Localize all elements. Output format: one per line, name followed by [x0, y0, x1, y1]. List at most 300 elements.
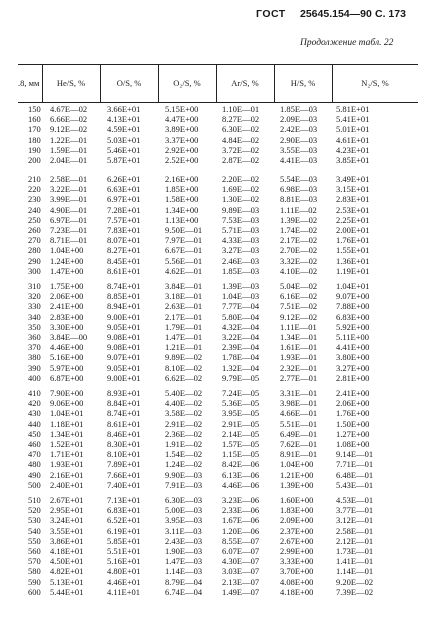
value-cell: 9.08E+01 — [107, 331, 141, 342]
value-cell: 2.53E+01 — [336, 204, 370, 215]
altitude-cell: 410 — [28, 388, 41, 398]
value-cell: 3.32E—02 — [280, 255, 318, 266]
value-cell: 2.12E—01 — [336, 535, 374, 546]
table-row — [0, 332, 422, 342]
value-cell: 3.84E—01 — [165, 281, 203, 291]
altitude-cell: 450 — [28, 428, 41, 439]
altitude-cell: 150 — [28, 104, 41, 114]
value-cell: 2.00E+01 — [336, 224, 370, 235]
value-cell: 4.59E+01 — [107, 124, 141, 135]
value-cell: 6.30E—02 — [222, 124, 260, 135]
value-cell: 7.88E+00 — [336, 301, 370, 312]
value-cell: 1.52E+01 — [50, 438, 84, 449]
value-cell: 1.22E—01 — [50, 134, 88, 145]
value-cell: 7.28E+01 — [107, 204, 141, 215]
value-cell: 4.33E—03 — [222, 235, 260, 246]
altitude-cell: 210 — [28, 174, 41, 184]
value-cell: 8.10E—02 — [165, 362, 203, 373]
value-cell: 1.36E+01 — [336, 255, 370, 266]
column-header-o2: O₂/S, % — [173, 78, 201, 88]
value-cell: 8.61E+01 — [107, 265, 141, 276]
altitude-cell: 400 — [28, 372, 41, 383]
value-cell: 7.51E—02 — [280, 301, 318, 312]
value-cell: 4.82E+01 — [50, 566, 84, 577]
value-cell: 4.61E+01 — [336, 134, 370, 145]
value-cell: 3.22E—01 — [50, 184, 88, 195]
value-cell: 1.08E+00 — [336, 438, 370, 449]
value-cell: 1.61E—01 — [280, 342, 318, 353]
value-cell: 4.53E—01 — [336, 495, 374, 505]
value-cell: 2.90E—03 — [280, 134, 318, 145]
value-cell: 2.95E+01 — [50, 505, 84, 516]
value-cell: 2.09E+00 — [280, 515, 314, 526]
value-cell: 6.07E—07 — [222, 545, 260, 556]
value-cell: 2.58E—01 — [50, 174, 88, 184]
value-cell: 1.83E+00 — [280, 505, 314, 516]
altitude-cell: 310 — [28, 281, 41, 291]
value-cell: 3.49E+01 — [336, 174, 370, 184]
value-cell: 2.20E—02 — [222, 174, 260, 184]
value-cell: 5.44E+01 — [50, 586, 84, 597]
value-cell: 3.18E—01 — [165, 291, 203, 302]
value-cell: 9.89E—02 — [165, 352, 203, 363]
value-cell: 6.62E—02 — [165, 372, 203, 383]
value-cell: 5.51E—01 — [280, 418, 318, 429]
altitude-cell: 530 — [28, 515, 41, 526]
table-row — [0, 536, 422, 546]
value-cell: 8.55E—07 — [222, 535, 260, 546]
value-cell: 3.66E+01 — [107, 104, 141, 114]
altitude-cell: 200 — [28, 154, 41, 165]
value-cell: 1.79E—01 — [165, 321, 203, 332]
altitude-cell: 270 — [28, 235, 41, 246]
value-cell: 9.50E—01 — [165, 224, 203, 235]
table-row — [0, 352, 422, 362]
table-row — [0, 155, 422, 165]
value-cell: 6.98E—03 — [280, 184, 318, 195]
value-cell: 7.77E—04 — [222, 301, 260, 312]
altitude-cell: 340 — [28, 311, 41, 322]
value-cell: 2.25E+01 — [336, 214, 370, 225]
value-cell: 2.39E—04 — [222, 342, 260, 353]
value-cell: 7.39E—02 — [336, 586, 374, 597]
table-row — [0, 245, 422, 255]
value-cell: 1.50E+00 — [336, 418, 370, 429]
altitude-cell: 590 — [28, 576, 41, 587]
value-cell: 5.16E+01 — [107, 556, 141, 567]
value-cell: 5.51E+01 — [107, 545, 141, 556]
value-cell: 9.06E+00 — [50, 398, 84, 409]
value-cell: 1.39E+00 — [280, 479, 314, 490]
value-cell: 5.56E—01 — [165, 255, 203, 266]
value-cell: 6.83E+01 — [107, 505, 141, 516]
value-cell: 5.03E+01 — [107, 134, 141, 145]
value-cell: 4.11E+01 — [107, 586, 141, 597]
value-cell: 8.10E+01 — [107, 449, 141, 460]
value-cell: 6.83E+00 — [336, 311, 370, 322]
value-cell: 3.85E+01 — [336, 154, 370, 165]
table-row — [0, 184, 422, 194]
row-group — [0, 388, 422, 490]
value-cell: 4.30E—07 — [222, 556, 260, 567]
value-cell: 5.87E+01 — [107, 154, 141, 165]
value-cell: 2.92E+00 — [165, 144, 199, 155]
altitude-cell: 160 — [28, 114, 41, 125]
value-cell: 4.46E—06 — [222, 479, 260, 490]
value-cell: 5.15E+00 — [165, 104, 199, 114]
altitude-cell: 190 — [28, 144, 41, 155]
value-cell: 5.13E+01 — [50, 576, 84, 587]
value-cell: 3.98E—01 — [280, 398, 318, 409]
table-row — [0, 515, 422, 525]
value-cell: 3.99E—01 — [50, 194, 88, 205]
value-cell: 3.72E—02 — [222, 144, 260, 155]
altitude-cell: 440 — [28, 418, 41, 429]
table-row — [0, 301, 422, 311]
value-cell: 1.41E—01 — [336, 556, 374, 567]
value-cell: 7.13E+01 — [107, 495, 141, 505]
value-cell: 3.30E+00 — [50, 321, 84, 332]
row-group — [0, 174, 422, 276]
value-cell: 1.76E+00 — [336, 408, 370, 419]
value-cell: 5.40E—02 — [165, 388, 203, 398]
value-cell: 5.97E+00 — [50, 362, 84, 373]
value-cell: 1.11E—01 — [280, 321, 317, 332]
value-cell: 9.12E—02 — [280, 311, 318, 322]
altitude-cell: 180 — [28, 134, 41, 145]
value-cell: 2.09E—03 — [280, 114, 318, 125]
altitude-cell: 430 — [28, 408, 41, 419]
value-cell: 4.32E—04 — [222, 321, 260, 332]
value-cell: 3.27E+00 — [336, 362, 370, 373]
value-cell: 2.06E+00 — [50, 291, 84, 302]
value-cell: 9.79E—05 — [222, 372, 260, 383]
value-cell: 2.83E+01 — [336, 194, 370, 205]
value-cell: 1.47E—01 — [165, 331, 203, 342]
altitude-cell: 330 — [28, 301, 41, 312]
column-header-o: O/S, % — [116, 78, 142, 88]
column-header-n2: N₂/S, % — [361, 78, 389, 88]
value-cell: 1.04E+01 — [50, 408, 84, 419]
altitude-cell: 470 — [28, 449, 41, 460]
altitude-cell: 230 — [28, 194, 41, 205]
table-row — [0, 256, 422, 266]
value-cell: 2.42E—03 — [280, 124, 318, 135]
table-row — [0, 266, 422, 276]
value-cell: 1.73E—01 — [336, 545, 374, 556]
value-cell: 2.13E—07 — [222, 576, 260, 587]
row-group — [0, 495, 422, 597]
value-cell: 4.08E+00 — [280, 576, 314, 587]
value-cell: 2.32E—01 — [280, 362, 318, 373]
table-row — [0, 429, 422, 439]
value-cell: 8.46E+01 — [107, 428, 141, 439]
gost-label: ГОСТ — [256, 8, 286, 20]
value-cell: 1.34E+01 — [50, 428, 84, 439]
value-cell: 2.91E—05 — [222, 418, 260, 429]
value-cell: 5.85E+01 — [107, 535, 141, 546]
table-row — [0, 312, 422, 322]
value-cell: 1.55E+01 — [336, 245, 370, 256]
table-row — [0, 205, 422, 215]
value-cell: 2.99E+00 — [280, 545, 314, 556]
altitude-cell: 290 — [28, 255, 41, 266]
value-cell: 3.31E—01 — [280, 388, 318, 398]
altitude-cell: 170 — [28, 124, 41, 135]
value-cell: 5.54E—03 — [280, 174, 318, 184]
value-cell: 1.93E+01 — [50, 459, 84, 470]
value-cell: 1.39E—03 — [222, 281, 260, 291]
altitude-cell: 510 — [28, 495, 41, 505]
altitude-cell: 480 — [28, 459, 41, 470]
value-cell: 1.24E—02 — [165, 459, 203, 470]
value-cell: 8.42E—06 — [222, 459, 260, 470]
altitude-cell: 420 — [28, 398, 41, 409]
value-cell: 1.47E+00 — [50, 265, 84, 276]
value-cell: 5.92E+00 — [336, 321, 370, 332]
value-cell: 1.47E—03 — [165, 556, 203, 567]
value-cell: 7.23E—01 — [50, 224, 88, 235]
value-cell: 6.52E+01 — [107, 515, 141, 526]
value-cell: 4.90E—01 — [50, 204, 88, 215]
altitude-cell: 370 — [28, 342, 41, 353]
value-cell: 1.60E+00 — [280, 495, 314, 505]
value-cell: 6.63E+01 — [107, 184, 141, 195]
value-cell: 4.40E—02 — [165, 398, 203, 409]
table-row — [0, 291, 422, 301]
table-row — [0, 495, 422, 505]
value-cell: 2.43E—03 — [165, 535, 203, 546]
value-cell: 1.19E+01 — [336, 265, 370, 276]
value-cell: 3.58E—02 — [165, 408, 203, 419]
value-cell: 3.33E+00 — [280, 556, 314, 567]
value-cell: 5.04E—02 — [280, 281, 318, 291]
table-row — [0, 373, 422, 383]
value-cell: 6.97E—01 — [50, 214, 88, 225]
table-header-rule — [18, 102, 418, 103]
value-cell: 7.89E+01 — [107, 459, 141, 470]
value-cell: 7.71E—01 — [336, 459, 374, 470]
value-cell: 1.85E—03 — [222, 265, 260, 276]
table-row — [0, 546, 422, 556]
value-cell: 1.71E+01 — [50, 449, 84, 460]
value-cell: 1.75E+00 — [50, 281, 84, 291]
value-cell: 6.19E+01 — [107, 525, 141, 536]
altitude-cell: 560 — [28, 545, 41, 556]
value-cell: 6.48E—01 — [336, 469, 374, 480]
value-cell: 8.94E+01 — [107, 301, 141, 312]
page-number: С. 173 — [375, 8, 406, 20]
value-cell: 5.80E—04 — [222, 311, 260, 322]
value-cell: 2.41E+00 — [50, 301, 84, 312]
table-row — [0, 388, 422, 398]
value-cell: 1.57E—05 — [222, 438, 260, 449]
value-cell: 5.16E+00 — [50, 352, 84, 363]
table-row — [0, 145, 422, 155]
value-cell: 1.21E+00 — [280, 469, 314, 480]
altitude-cell: 500 — [28, 479, 41, 490]
table-row — [0, 526, 422, 536]
value-cell: 4.80E+01 — [107, 566, 141, 577]
value-cell: 1.34E—01 — [280, 331, 318, 342]
value-cell: 1.15E—05 — [222, 449, 260, 460]
table-row — [0, 408, 422, 418]
value-cell: 6.49E—01 — [280, 428, 318, 439]
value-cell: 3.77E—01 — [336, 505, 374, 516]
value-cell: 7.24E—05 — [222, 388, 260, 398]
value-cell: 8.45E+01 — [107, 255, 141, 266]
value-cell: 3.24E+01 — [50, 515, 84, 526]
altitude-cell: 240 — [28, 204, 41, 215]
table-body — [0, 104, 422, 634]
value-cell: 1.27E+00 — [336, 428, 370, 439]
value-cell: 3.22E—04 — [222, 331, 260, 342]
value-cell: 2.33E—06 — [222, 505, 260, 516]
value-cell: 4.47E+00 — [165, 114, 199, 125]
value-cell: 6.26E+01 — [107, 174, 141, 184]
value-cell: 8.91E—01 — [280, 449, 318, 460]
value-cell: 6.74E—04 — [165, 586, 203, 597]
altitude-cell: 520 — [28, 505, 41, 516]
value-cell: 1.54E—02 — [165, 449, 203, 460]
value-cell: 2.37E+00 — [280, 525, 314, 536]
value-cell: 8.85E+01 — [107, 291, 141, 302]
table-row — [0, 556, 422, 566]
value-cell: 1.67E—06 — [222, 515, 260, 526]
value-cell: 8.74E+01 — [107, 281, 141, 291]
value-cell: 7.83E+01 — [107, 224, 141, 235]
value-cell: 9.90E—03 — [165, 469, 203, 480]
value-cell: 9.12E—02 — [50, 124, 88, 135]
value-cell: 3.70E+00 — [280, 566, 314, 577]
altitude-cell: 280 — [28, 245, 41, 256]
value-cell: 2.58E—01 — [336, 525, 374, 536]
value-cell: 2.70E—02 — [280, 245, 318, 256]
value-cell: 3.95E—03 — [165, 515, 203, 526]
altitude-cell: 490 — [28, 469, 41, 480]
table-row — [0, 480, 422, 490]
table-row — [0, 566, 422, 576]
table-header — [0, 64, 422, 104]
value-cell: 8.81E—03 — [280, 194, 318, 205]
value-cell: 1.18E+01 — [50, 418, 84, 429]
value-cell: 9.07E+01 — [107, 352, 141, 363]
table-row — [0, 505, 422, 515]
value-cell: 1.93E—01 — [280, 352, 318, 363]
value-cell: 1.59E—01 — [50, 144, 88, 155]
table-top-rule — [18, 64, 418, 65]
value-cell: 1.21E—01 — [165, 342, 203, 353]
value-cell: 4.41E—03 — [280, 154, 318, 165]
value-cell: 8.93E+01 — [107, 388, 141, 398]
value-cell: 1.04E+01 — [336, 281, 370, 291]
value-cell: 2.17E—01 — [165, 311, 203, 322]
value-cell: 6.97E+01 — [107, 194, 141, 205]
value-cell: 2.63E—01 — [165, 301, 203, 312]
value-cell: 5.00E—03 — [165, 505, 203, 516]
value-cell: 1.49E—07 — [222, 586, 260, 597]
table-row — [0, 439, 422, 449]
value-cell: 7.66E+01 — [107, 469, 141, 480]
value-cell: 4.18E+01 — [50, 545, 84, 556]
value-cell: 8.71E—01 — [50, 235, 88, 246]
value-cell: 8.74E+01 — [107, 408, 141, 419]
value-cell: 3.03E—07 — [222, 566, 260, 577]
value-cell: 8.07E+01 — [107, 235, 141, 246]
value-cell: 2.16E+01 — [50, 469, 84, 480]
value-cell: 1.69E—02 — [222, 184, 260, 195]
value-cell: 4.46E+01 — [107, 576, 141, 587]
value-cell: 1.04E+00 — [280, 459, 314, 470]
value-cell: 3.23E—06 — [222, 495, 260, 505]
table-row — [0, 342, 422, 352]
value-cell: 1.20E—06 — [222, 525, 260, 536]
altitude-cell: 540 — [28, 525, 41, 536]
value-cell: 7.40E+01 — [107, 479, 141, 490]
value-cell: 1.85E+00 — [165, 184, 199, 195]
value-cell: 3.12E—01 — [336, 515, 374, 526]
value-cell: 3.55E—03 — [280, 144, 318, 155]
value-cell: 8.27E+01 — [107, 245, 141, 256]
value-cell: 1.90E—03 — [165, 545, 203, 556]
column-header-h: H/S, % — [290, 78, 316, 88]
value-cell: 9.05E+01 — [107, 321, 141, 332]
page-header — [0, 8, 422, 22]
value-cell: 8.61E+01 — [107, 418, 141, 429]
value-cell: 4.84E—02 — [222, 134, 260, 145]
value-cell: 5.46E+01 — [107, 144, 141, 155]
value-cell: 1.04E—03 — [222, 291, 260, 302]
value-cell: 4.62E—01 — [165, 265, 203, 276]
value-cell: 4.41E+00 — [336, 342, 370, 353]
value-cell: 1.30E—02 — [222, 194, 260, 205]
value-cell: 1.11E—02 — [280, 204, 317, 215]
value-cell: 1.78E—04 — [222, 352, 260, 363]
value-cell: 9.08E+01 — [107, 342, 141, 353]
table-row — [0, 470, 422, 480]
value-cell: 4.10E—02 — [280, 265, 318, 276]
value-cell: 1.13E+00 — [165, 214, 199, 225]
value-cell: 3.89E+00 — [165, 124, 199, 135]
value-cell: 3.11E—03 — [165, 525, 202, 536]
table-row — [0, 459, 422, 469]
value-cell: 1.39E—02 — [280, 214, 318, 225]
gost-number: 25645.154—90 — [300, 8, 372, 20]
value-cell: 9.14E—01 — [336, 449, 374, 460]
value-cell: 1.24E+00 — [50, 255, 84, 266]
value-cell: 3.15E+01 — [336, 184, 370, 195]
value-cell: 8.84E+01 — [107, 398, 141, 409]
value-cell: 5.11E+00 — [336, 331, 370, 342]
table-row — [0, 449, 422, 459]
value-cell: 6.87E+00 — [50, 372, 84, 383]
table-row — [0, 419, 422, 429]
value-cell: 2.41E+00 — [336, 388, 370, 398]
value-cell: 3.27E—03 — [222, 245, 260, 256]
value-cell: 7.57E+01 — [107, 214, 141, 225]
column-header-he: He/S, % — [56, 78, 86, 88]
value-cell: 5.81E+01 — [336, 104, 370, 114]
altitude-cell: 460 — [28, 438, 41, 449]
value-cell: 7.90E+00 — [50, 388, 84, 398]
value-cell: 9.00E+01 — [107, 372, 141, 383]
value-cell: 1.34E+00 — [165, 204, 199, 215]
table-row — [0, 124, 422, 134]
value-cell: 2.16E+00 — [165, 174, 199, 184]
value-cell: 1.85E—03 — [280, 104, 318, 114]
value-cell: 1.58E+00 — [165, 194, 199, 205]
altitude-cell: 580 — [28, 566, 41, 577]
